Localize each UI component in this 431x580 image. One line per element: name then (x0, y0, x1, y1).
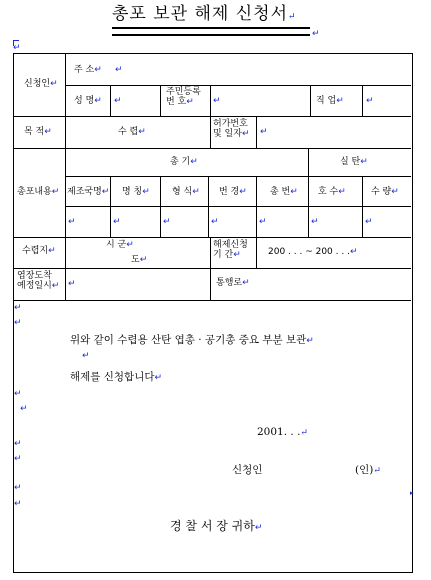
model-field[interactable]: ↵ (163, 217, 171, 227)
hunting-area-label: 수렵지↵ (22, 246, 56, 256)
paragraph-mark: ↵ (82, 351, 90, 361)
title-double-underline (112, 27, 310, 36)
recipient: 경 찰 서 장 귀하↵ (170, 519, 263, 533)
col-caliber: 번 경↵ (219, 187, 247, 197)
col-model: 형 식↵ (172, 187, 200, 197)
purpose-label: 목 적↵ (24, 127, 52, 137)
col-serial: 총 번↵ (270, 187, 298, 197)
paragraph-mark: ↵ (14, 303, 22, 313)
arrival-field[interactable]: ↵ (68, 279, 76, 289)
col-quantity: 수 량↵ (371, 187, 399, 197)
paragraph-mark: ↵ (13, 43, 21, 53)
address-field[interactable]: ↵ (115, 65, 123, 75)
gauge-field[interactable]: ↵ (311, 217, 319, 227)
address-label: 주 소↵ (74, 65, 102, 75)
release-period-label: 해제신청 기 간↵ (213, 240, 248, 260)
permit-label: 허가번호 및 일자↵ (213, 119, 250, 139)
manufacturer-field[interactable]: ↵ (68, 217, 76, 227)
signer-label: 신청인 (232, 464, 263, 476)
caliber-field[interactable]: ↵ (211, 217, 219, 227)
paragraph-mark: ↵ (14, 499, 22, 509)
seal-mark: (인)↵ (355, 464, 381, 476)
col-manufacturer: 제조국명↵ (67, 187, 110, 197)
quantity-field[interactable]: ↵ (365, 217, 373, 227)
permit-field[interactable]: ↵ (260, 127, 268, 137)
release-period-value[interactable]: 200 . . . ~ 200 . . .↵ (268, 247, 358, 257)
applicant-label: 신청인↵ (24, 79, 58, 89)
purpose-value: 수 렵↵ (118, 127, 146, 137)
paragraph-mark: ↵ (14, 389, 22, 399)
hunting-do: 도↵ (131, 255, 148, 265)
gun-content-label: 총포내용↵ (17, 187, 60, 197)
name-field[interactable]: ↵ (114, 96, 122, 106)
paragraph-mark: ↵ (312, 29, 320, 39)
paragraph-mark: ↵ (20, 404, 28, 414)
occupation-label: 직 업↵ (316, 96, 344, 106)
col-gauge: 호 수↵ (318, 187, 346, 197)
document-title: 총포 보관 해제 신청서↵ (112, 4, 297, 24)
gun-type-header: 총 기↵ (170, 157, 198, 167)
route-label: 통행로↵ (216, 278, 250, 288)
hunting-si-gun: 시 군↵ (106, 240, 134, 250)
paragraph-mark: ↵ (14, 454, 22, 464)
serial-field[interactable]: ↵ (259, 217, 267, 227)
resident-number-field[interactable]: ↵ (213, 96, 221, 106)
occupation-field[interactable]: ↵ (366, 96, 374, 106)
name-label: 성 명↵ (74, 96, 102, 106)
resident-number-label: 주민등록 번 호↵ (166, 87, 201, 107)
paragraph-mark: ↵ (14, 439, 22, 449)
application-date: 2001. . .↵ (257, 426, 308, 438)
paragraph-mark: ↵ (14, 483, 22, 493)
request-text-line1: 위와 같이 수렵용 산탄 엽총 · 공기총 중요 부분 보관↵ (70, 334, 314, 346)
paragraph-mark: ↵ (14, 318, 22, 328)
request-text-line2: 해제를 신청합니다↵ (70, 371, 163, 383)
arrival-label: 엽장도착 예정일시↵ (17, 271, 60, 291)
ammo-header: 실 탄↵ (340, 157, 368, 167)
margin-marker: ▸ (410, 489, 414, 497)
gun-name-field[interactable]: ↵ (113, 217, 121, 227)
col-name: 명 칭↵ (122, 187, 150, 197)
